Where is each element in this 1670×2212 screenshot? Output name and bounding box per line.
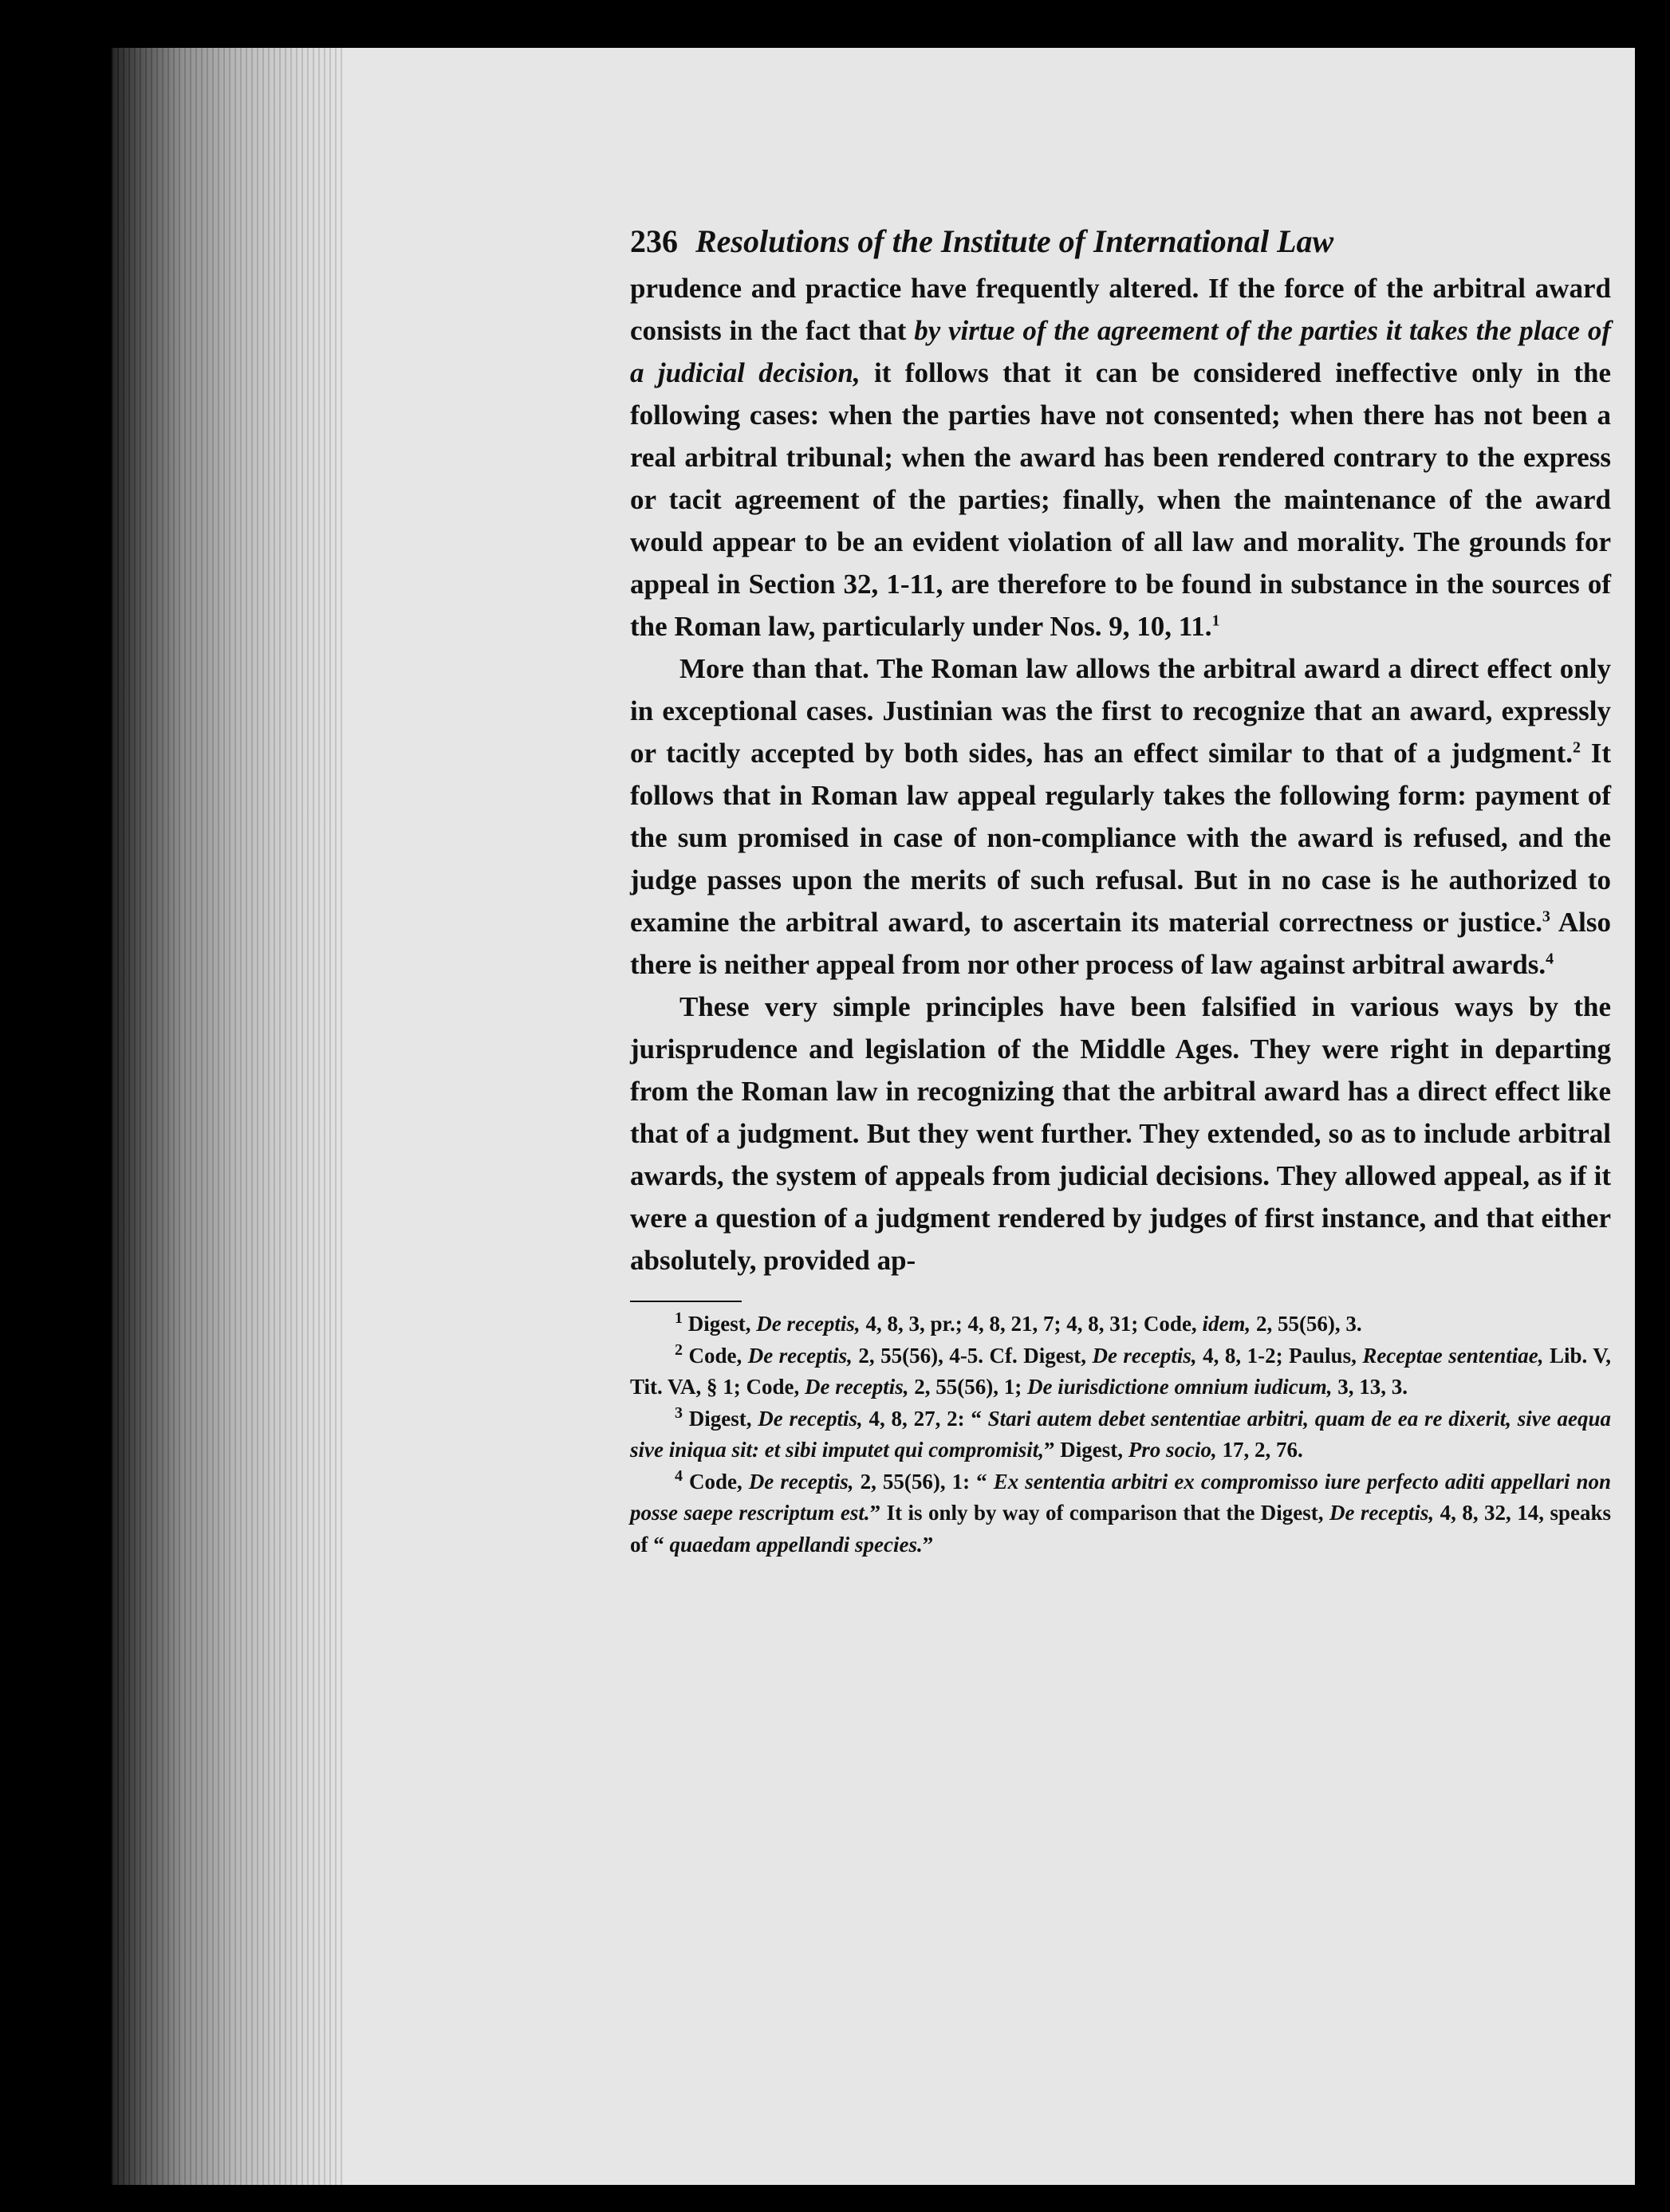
footnote-italic: Pro socio, (1128, 1438, 1217, 1462)
footnote-3 (630, 1403, 1611, 1466)
footnote-italic: De receptis, (1329, 1501, 1435, 1525)
paragraph-1-text-a: prudence and practice have frequently altered. If the force of the arbitral award consists in the fact that (630, 273, 1611, 346)
footnote-text: Code, (683, 1343, 748, 1368)
paragraph-1-emphasis: by virtue of the agreement of the parties it takes the place of a judicial decision, (630, 315, 1611, 388)
footnote-italic: De receptis, (758, 1406, 863, 1431)
footnote-text: ” (922, 1532, 934, 1557)
footnote-italic: De iurisdictione omnium iudicum, (1026, 1375, 1333, 1399)
footnote-mark: 2 (675, 1340, 683, 1359)
footnote-ref-1: 1 (1211, 612, 1220, 630)
footnote-italic: De receptis, (756, 1312, 861, 1336)
paragraph-2-text-b: It follows that in Roman law appeal regularly takes the following form: payment of the sum promised in case of non-compliance with the award is refused, and the judge passes upon the merits of such refusal. But in no case is he authorized to examine the arbitral award, to ascertain its material correctness or justice. (630, 738, 1611, 938)
footnote-mark: 4 (675, 1466, 683, 1485)
footnote-text: ” It is only by way of comparison that the Digest, (869, 1501, 1329, 1525)
footnote-text: 4, 8, 27, 2: “ (862, 1406, 988, 1431)
footnote-text: 4, 8, 1-2; Paulus, (1196, 1343, 1363, 1368)
page-edge-shadow (1635, 0, 1670, 2212)
footnote-text: Code, (683, 1469, 749, 1494)
footnote-2 (630, 1340, 1611, 1403)
footnote-mark: 3 (675, 1403, 683, 1422)
footnote-ref-2: 2 (1572, 738, 1581, 757)
footnote-italic: De receptis, (805, 1375, 909, 1399)
footnote-text: 17, 2, 76. (1216, 1438, 1303, 1462)
footnote-italic: quaedam appellandi species. (669, 1532, 923, 1557)
footnote-text: 2, 55(56), 4-5. Cf. Digest, (852, 1343, 1093, 1368)
footnote-text: Digest, (683, 1406, 758, 1431)
footnote-text: 2, 55(56), 3. (1251, 1312, 1362, 1336)
footnote-text: ” Digest, (1044, 1438, 1128, 1462)
footnote-4 (630, 1466, 1611, 1561)
footnote-italic: Ex sententia arbitri ex compromisso iure perfecto aditi appellari non posse saepe rescriptum est. (630, 1469, 1611, 1525)
running-head (630, 219, 1611, 264)
footnote-divider (630, 1301, 742, 1302)
paragraph-2-text-c: Also there is neither appeal from nor other process of law against arbitral awards. (630, 907, 1611, 980)
footnote-text: Lib. V, Tit. VA, § 1; Code, (630, 1343, 1611, 1399)
footnote-text: 2, 55(56), 1; (908, 1375, 1027, 1399)
footnote-italic: idem, (1202, 1312, 1251, 1336)
running-title: Resolutions of the Institute of International Law (695, 223, 1334, 259)
footnote-ref-4: 4 (1546, 950, 1554, 968)
footnote-ref-3: 3 (1542, 907, 1550, 926)
footnote-1 (630, 1309, 1611, 1340)
footnote-text: 3, 13, 3. (1332, 1375, 1408, 1399)
footnote-text: Digest, (683, 1312, 757, 1336)
footnote-italic: De receptis, (747, 1343, 853, 1368)
body-text (630, 267, 1611, 1281)
footnote-italic: De receptis, (1092, 1343, 1197, 1368)
page-content (630, 219, 1611, 1561)
paragraph-2-text-a: More than that. The Roman law allows the arbitral award a direct effect only in exceptional cases. Justinian was the first to recognize that an award, expressly or tacitly accepted by both sides, has an effect similar to that of a judgment. (630, 653, 1611, 769)
paragraph-2 (630, 647, 1611, 986)
footnote-italic: De receptis, (748, 1469, 854, 1494)
footnote-text: 4, 8, 3, pr.; 4, 8, 21, 7; 4, 8, 31; Code, (860, 1312, 1203, 1336)
page-number: 236 (630, 223, 678, 259)
footnote-text: 2, 55(56), 1: “ (853, 1469, 994, 1494)
footnote-italic: Receptae sententiae, (1362, 1343, 1544, 1368)
paragraph-3: These very simple principles have been falsified in various ways by the jurisprudence and legislation of the Middle Ages. They were right in departing from the Roman law in recognizing that the arbitral award has a direct effect like that of a judgment. But they went further. They extended, so as to include arbitral awards, the system of appeals from judicial decisions. They allowed appeal, as if it were a question of a judgment rendered by judges of first instance, and that either absolutely, provided ap- (630, 991, 1611, 1276)
footnote-mark: 1 (675, 1309, 683, 1327)
spine-texture (112, 48, 351, 2185)
paragraph-1-text-b: it follows that it can be considered ineffective only in the following cases: when the parties have not consented; when there has not been a real arbitral tribunal; when the award has been rendered contrary to the express or tacit agreement of the parties; finally, when the maintenance of the award would appear to be an evident violation of all law and morality. The grounds for appeal in Section 32, 1-11, are therefore to be found in substance in the sources of the Roman law, particularly under Nos. 9, 10, 11. (630, 357, 1612, 642)
footnote-italic: Stari autem debet sententiae arbitri, quam de ea re dixerit, sive aequa sive iniqua sit: et sibi imputet qui compromisit, (630, 1406, 1612, 1462)
footnotes (630, 1309, 1611, 1561)
paragraph-1 (630, 267, 1611, 647)
footnote-text: 4, 8, 32, 14, speaks of “ (630, 1501, 1612, 1557)
